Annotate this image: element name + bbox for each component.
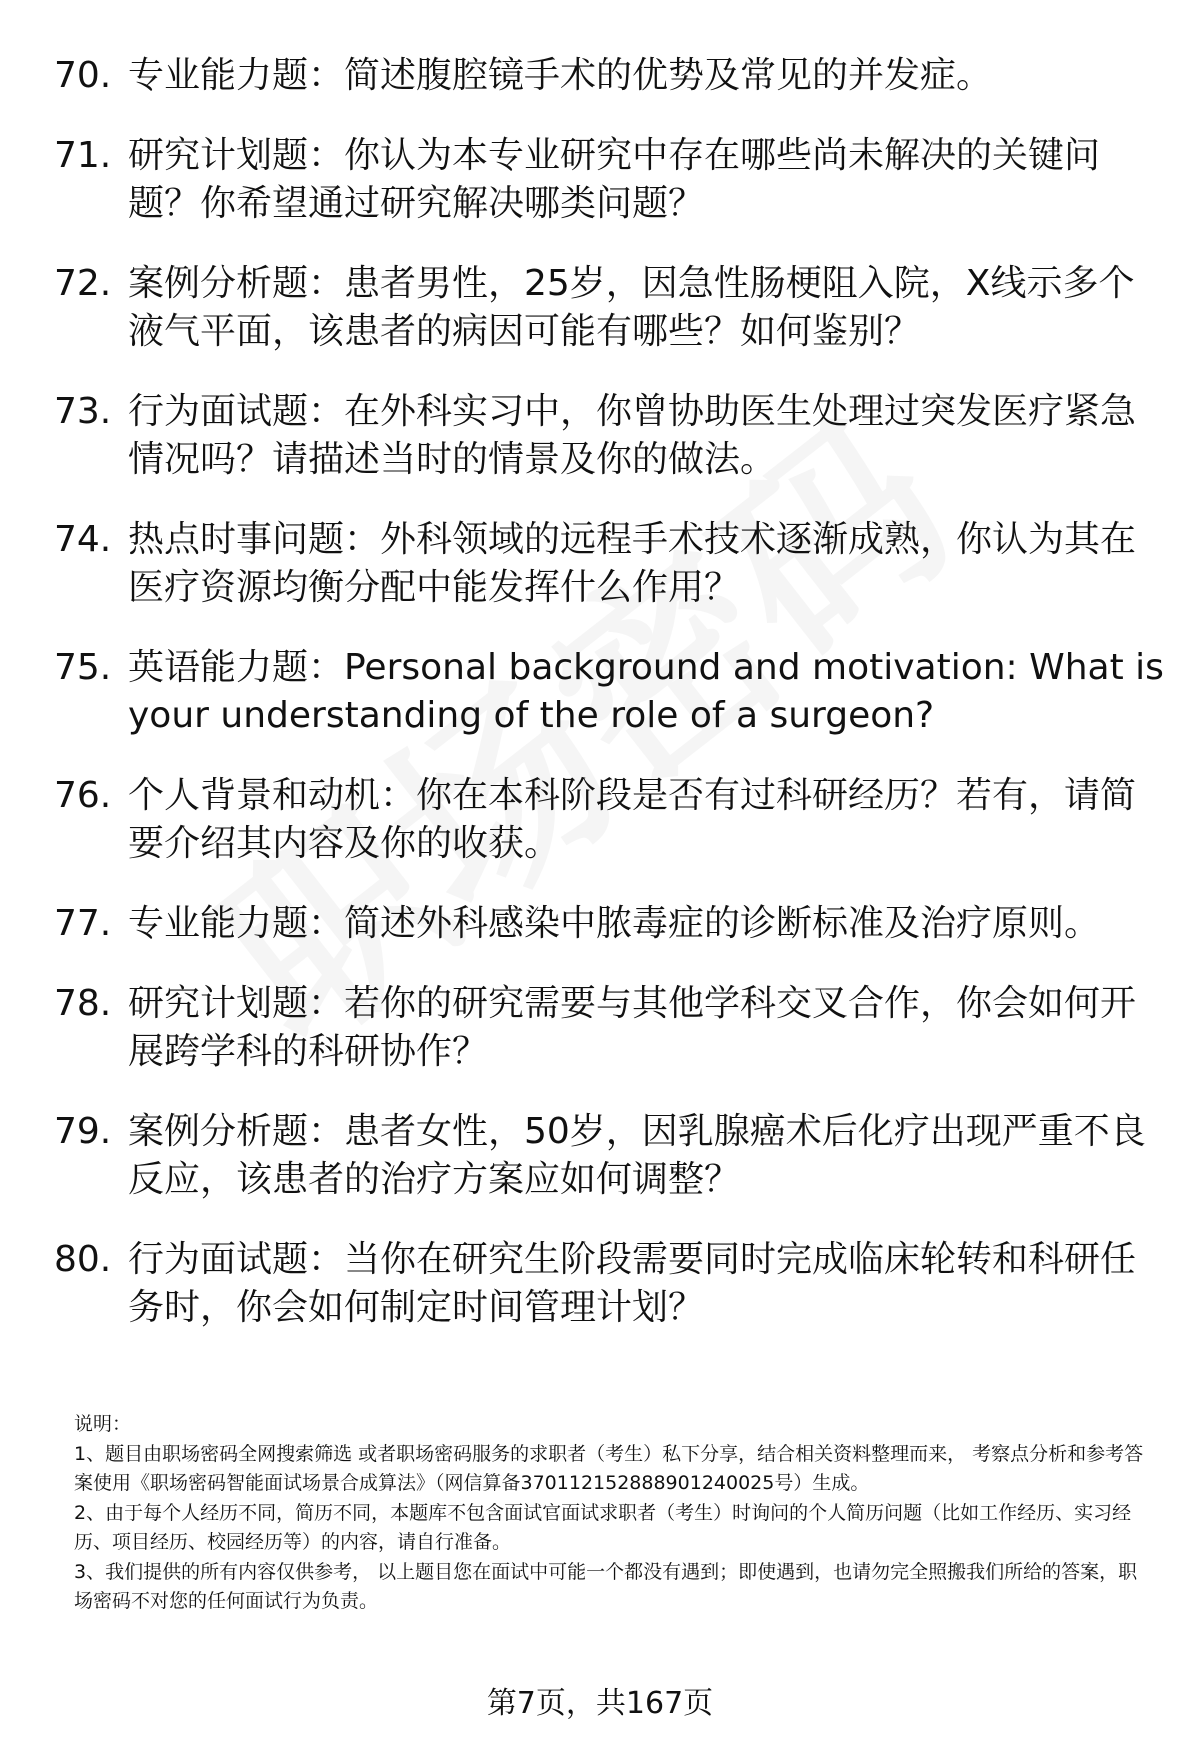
question-text: 案例分析题：患者女性，50岁，因乳腺癌术后化疗出现严重不良反应，该患者的治疗方案应如何调整？	[128, 1111, 1146, 1200]
page-number: 第7页，共167页	[486, 1686, 714, 1721]
notes-title: 说明：	[74, 1413, 132, 1435]
question-text: 专业能力题：简述外科感染中脓毒症的诊断标准及治疗原则。	[128, 903, 1101, 944]
question-number: 71.	[54, 135, 112, 176]
question-number: 76.	[54, 775, 112, 816]
question-text: 英语能力题：Personal background and motivation: What is your understanding of the role of a surgeon?	[128, 647, 1164, 736]
question-number: 80.	[54, 1239, 112, 1280]
question-item	[54, 900, 1164, 948]
question-text: 行为面试题：当你在研究生阶段需要同时完成临床轮转和科研任务时，你会如何制定时间管理计划？	[128, 1239, 1137, 1328]
question-item	[54, 132, 1164, 228]
note-item: 3、我们提供的所有内容仅供参考， 以上题目您在面试中可能一个都没有遇到；即使遇到，也请勿完全照搬我们所给的答案，职场密码不对您的任何面试行为负责。	[74, 1560, 1138, 1612]
question-item	[54, 516, 1164, 612]
question-text: 专业能力题：简述腹腔镜手术的优势及常见的并发症。	[128, 55, 993, 96]
question-list	[54, 52, 1164, 1364]
question-item	[54, 772, 1164, 868]
question-number: 74.	[54, 519, 112, 560]
question-number: 70.	[54, 55, 112, 96]
question-item	[54, 260, 1164, 356]
notes-section	[74, 1410, 1154, 1617]
question-number: 78.	[54, 983, 112, 1024]
question-item	[54, 1236, 1164, 1332]
question-number: 72.	[54, 263, 112, 304]
question-item	[54, 644, 1164, 740]
question-item	[54, 52, 1164, 100]
question-text: 个人背景和动机：你在本科阶段是否有过科研经历？若有，请简要介绍其内容及你的收获。	[128, 775, 1137, 864]
note-item: 1、题目由职场密码全网搜索筛选 或者职场密码服务的求职者（考生）私下分享，结合相关资料整理而来， 考察点分析和参考答案使用《职场密码智能面试场景合成算法》（网信算备370112152888901240025号）生成。	[74, 1442, 1144, 1494]
question-number: 75.	[54, 647, 112, 688]
question-item	[54, 1108, 1164, 1204]
question-text: 热点时事问题：外科领域的远程手术技术逐渐成熟，你认为其在医疗资源均衡分配中能发挥什么作用？	[128, 519, 1137, 608]
question-item	[54, 980, 1164, 1076]
question-text: 行为面试题：在外科实习中，你曾协助医生处理过突发医疗紧急情况吗？请描述当时的情景及你的做法。	[128, 391, 1137, 480]
note-item: 2、由于每个人经历不同，简历不同，本题库不包含面试官面试求职者（考生）时询问的个人简历问题（比如工作经历、实习经历、项目经历、校园经历等）的内容，请自行准备。	[74, 1501, 1132, 1553]
question-text: 案例分析题：患者男性，25岁，因急性肠梗阻入院，X线示多个液气平面，该患者的病因可能有哪些？如何鉴别？	[128, 263, 1135, 352]
question-text: 研究计划题：你认为本专业研究中存在哪些尚未解决的关键问题？你希望通过研究解决哪类问题？	[128, 135, 1101, 224]
question-number: 79.	[54, 1111, 112, 1152]
question-text: 研究计划题：若你的研究需要与其他学科交叉合作，你会如何开展跨学科的科研协作？	[128, 983, 1137, 1072]
question-item	[54, 388, 1164, 484]
question-number: 73.	[54, 391, 112, 432]
question-number: 77.	[54, 903, 112, 944]
